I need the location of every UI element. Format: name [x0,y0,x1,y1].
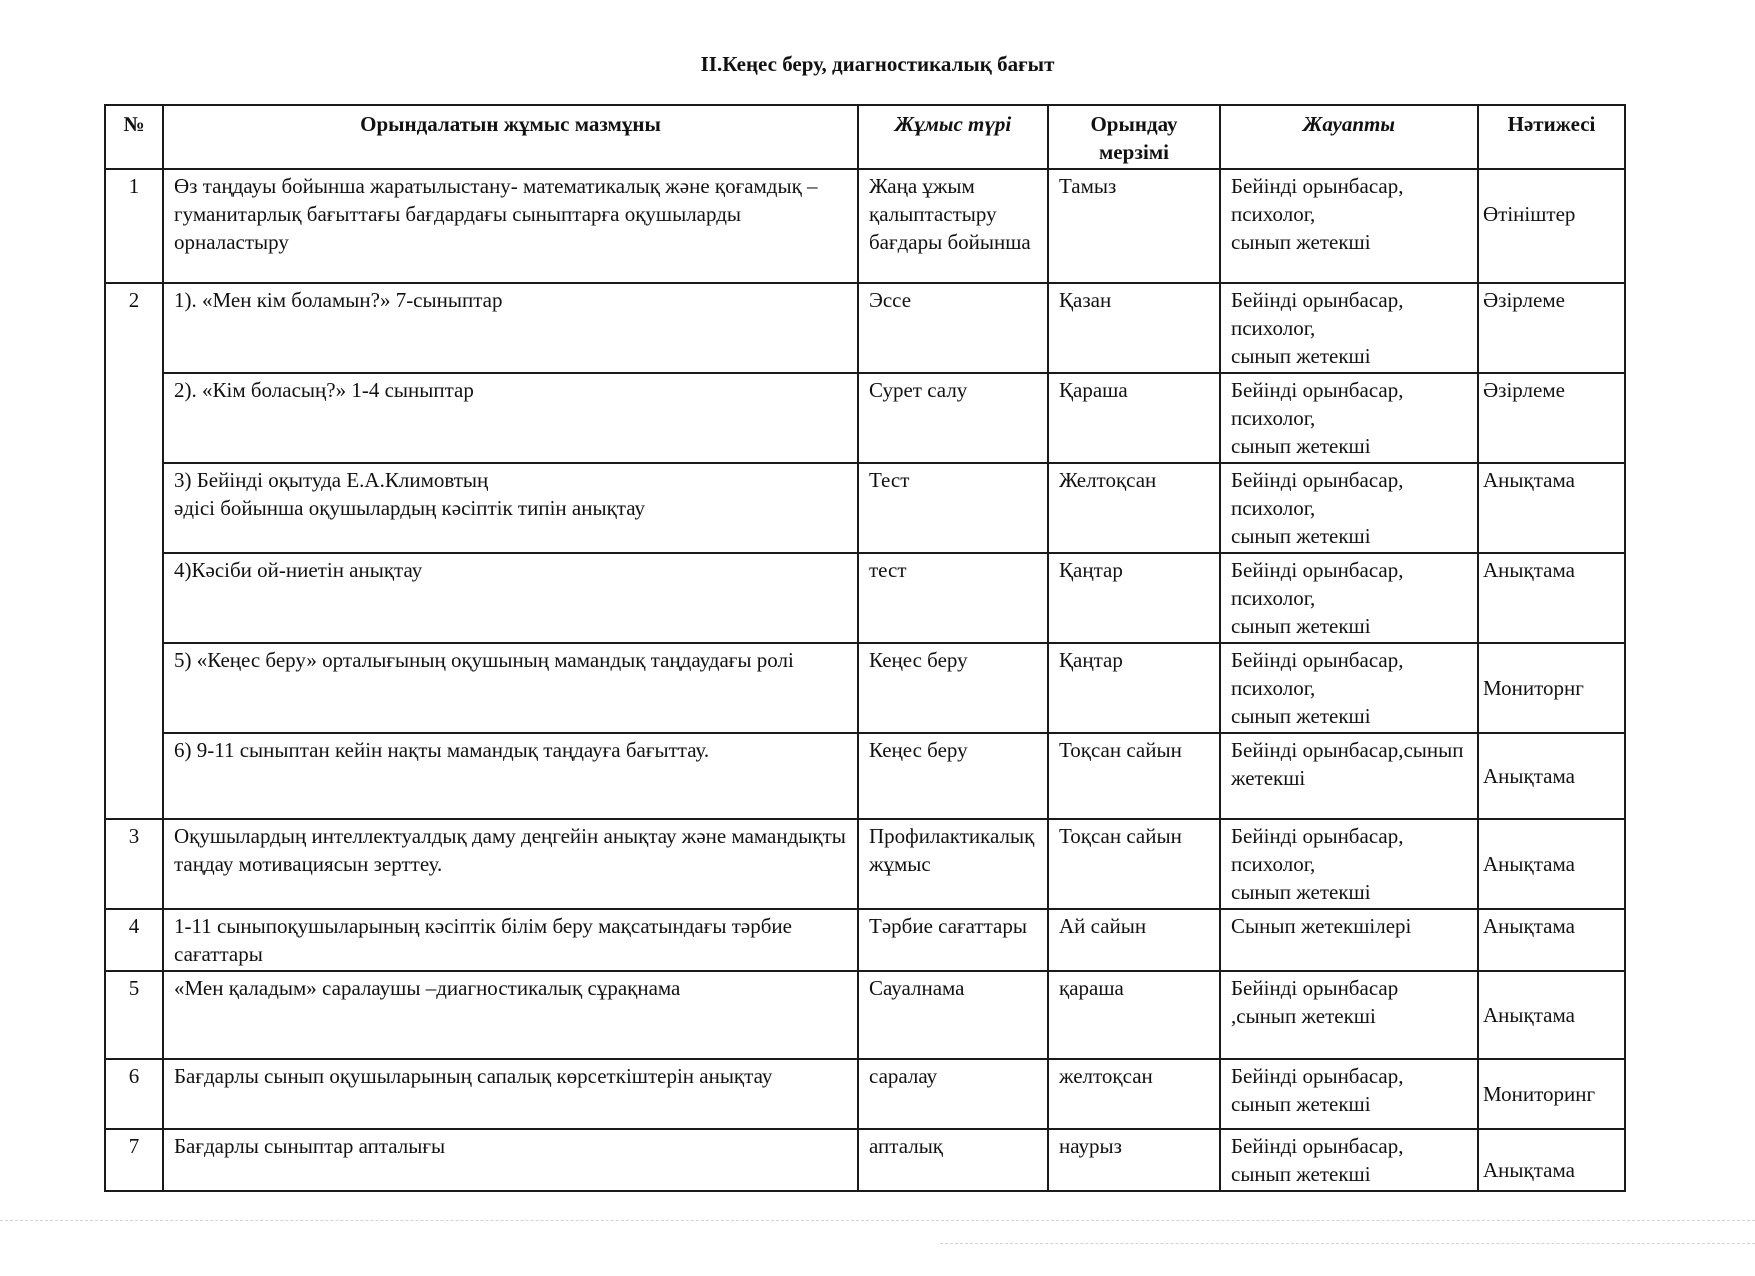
table-row [105,169,1625,283]
row-number: 1 [105,169,163,283]
table-body [105,169,1625,1191]
header-deadline: Орындау мерзімі [1048,105,1220,169]
row-deadline: Қараша [1048,373,1220,463]
row-type: саралау [858,1059,1048,1129]
row-deadline: Ай сайын [1048,909,1220,971]
row-deadline: желтоқсан [1048,1059,1220,1129]
row-content: 1). «Мен кім боламын?» 7-сыныптар [163,283,858,373]
row-result: Мониторинг [1478,1059,1625,1129]
row-content: 4)Кәсіби ой-ниетін анықтау [163,553,858,643]
row-result: Мониторнг [1478,643,1625,733]
row-type: тест [858,553,1048,643]
table-row [105,373,1625,463]
row-type: Тәрбие сағаттары [858,909,1048,971]
row-responsible: Бейінді орынбасар, психолог, сынып жетекші [1220,463,1478,553]
row-responsible: Бейінді орынбасар, сынып жетекші [1220,1059,1478,1129]
row-content: Өз таңдауы бойынша жаратылыстану- математикалық және қоғамдық – гуманитарлық бағыттағы бағдардағы сыныптарға оқушыларды орналастыру [163,169,858,283]
row-responsible: Бейінді орынбасар, психолог, сынып жетекші [1220,643,1478,733]
row-number: 6 [105,1059,163,1129]
row-type: апталық [858,1129,1048,1191]
row-content: 3) Бейінді оқытуда Е.А.Климовтың әдісі бойынша оқушылардың кәсіптік типін анықтау [163,463,858,553]
row-number: 5 [105,971,163,1059]
table-row [105,1059,1625,1129]
row-type: Сурет салу [858,373,1048,463]
header-responsible: Жауапты [1220,105,1478,169]
row-deadline: Тамыз [1048,169,1220,283]
row-deadline: Тоқсан сайын [1048,819,1220,909]
row-result: Анықтама [1478,733,1625,819]
row-content: «Мен қаладым» саралаушы –диагностикалық сұрақнама [163,971,858,1059]
row-number: 2 [105,283,163,819]
table-row [105,643,1625,733]
row-result: Анықтама [1478,819,1625,909]
row-content: Бағдарлы сынып оқушыларының сапалық көрсеткіштерін анықтау [163,1059,858,1129]
row-result: Анықтама [1478,909,1625,971]
row-deadline: Қаңтар [1048,553,1220,643]
row-number: 7 [105,1129,163,1191]
row-type: Кеңес беру [858,643,1048,733]
row-type: Профилактикалық жұмыс [858,819,1048,909]
scan-artifact-line [940,1243,1755,1244]
row-responsible: Бейінді орынбасар, психолог, сынып жетекші [1220,553,1478,643]
table-row [105,553,1625,643]
row-result: Анықтама [1478,971,1625,1059]
table-row [105,819,1625,909]
row-responsible: Сынып жетекшілері [1220,909,1478,971]
row-deadline: Қазан [1048,283,1220,373]
row-type: Эссе [858,283,1048,373]
row-result: Анықтама [1478,553,1625,643]
table-row [105,909,1625,971]
plan-table [104,104,1626,1192]
table-row [105,463,1625,553]
row-responsible: Бейінді орынбасар, сынып жетекші [1220,1129,1478,1191]
row-result: Әзірлеме [1478,283,1625,373]
row-responsible: Бейінді орынбасар, психолог, сынып жетекші [1220,373,1478,463]
row-deadline: Желтоқсан [1048,463,1220,553]
row-content: 2). «Кім боласың?» 1-4 сыныптар [163,373,858,463]
row-type: Жаңа ұжым қалыптастыру бағдары бойынша [858,169,1048,283]
row-number: 4 [105,909,163,971]
table-row [105,283,1625,373]
table-row [105,1129,1625,1191]
row-content: 5) «Кеңес беру» орталығының оқушының мамандық таңдаудағы ролі [163,643,858,733]
row-responsible: Бейінді орынбасар, психолог, сынып жетекші [1220,169,1478,283]
header-num: № [105,105,163,169]
header-type: Жұмыс түрі [858,105,1048,169]
row-result: Өтініштер [1478,169,1625,283]
row-deadline: қараша [1048,971,1220,1059]
row-responsible: Бейінді орынбасар, психолог, сынып жетекші [1220,283,1478,373]
row-deadline: Тоқсан сайын [1048,733,1220,819]
row-result: Анықтама [1478,463,1625,553]
row-content: 6) 9-11 сыныптан кейін нақты мамандық таңдауға бағыттау. [163,733,858,819]
row-responsible: Бейінді орынбасар, психолог, сынып жетекші [1220,819,1478,909]
row-content: Оқушылардың интеллектуалдық даму деңгейін анықтау және мамандықты таңдау мотивациясын зерттеу. [163,819,858,909]
header-content: Орындалатын жұмыс мазмұны [163,105,858,169]
row-number: 3 [105,819,163,909]
header-result: Нәтижесі [1478,105,1625,169]
row-responsible: Бейінді орынбасар,сынып жетекші [1220,733,1478,819]
row-content: 1-11 сыныпоқушыларының кәсіптік білім беру мақсатындағы тәрбие сағаттары [163,909,858,971]
row-type: Сауалнама [858,971,1048,1059]
row-type: Кеңес беру [858,733,1048,819]
row-result: Анықтама [1478,1129,1625,1191]
row-deadline: Қаңтар [1048,643,1220,733]
row-responsible: Бейінді орынбасар ,сынып жетекші [1220,971,1478,1059]
scan-artifact-line [0,1220,1755,1221]
row-result: Әзірлеме [1478,373,1625,463]
header-row [105,105,1625,169]
row-type: Тест [858,463,1048,553]
table-header [105,105,1625,169]
table-row [105,733,1625,819]
table-row [105,971,1625,1059]
row-content: Бағдарлы сыныптар апталығы [163,1129,858,1191]
page-title: II.Кеңес беру, диагностикалық бағыт [700,52,1055,76]
row-deadline: наурыз [1048,1129,1220,1191]
